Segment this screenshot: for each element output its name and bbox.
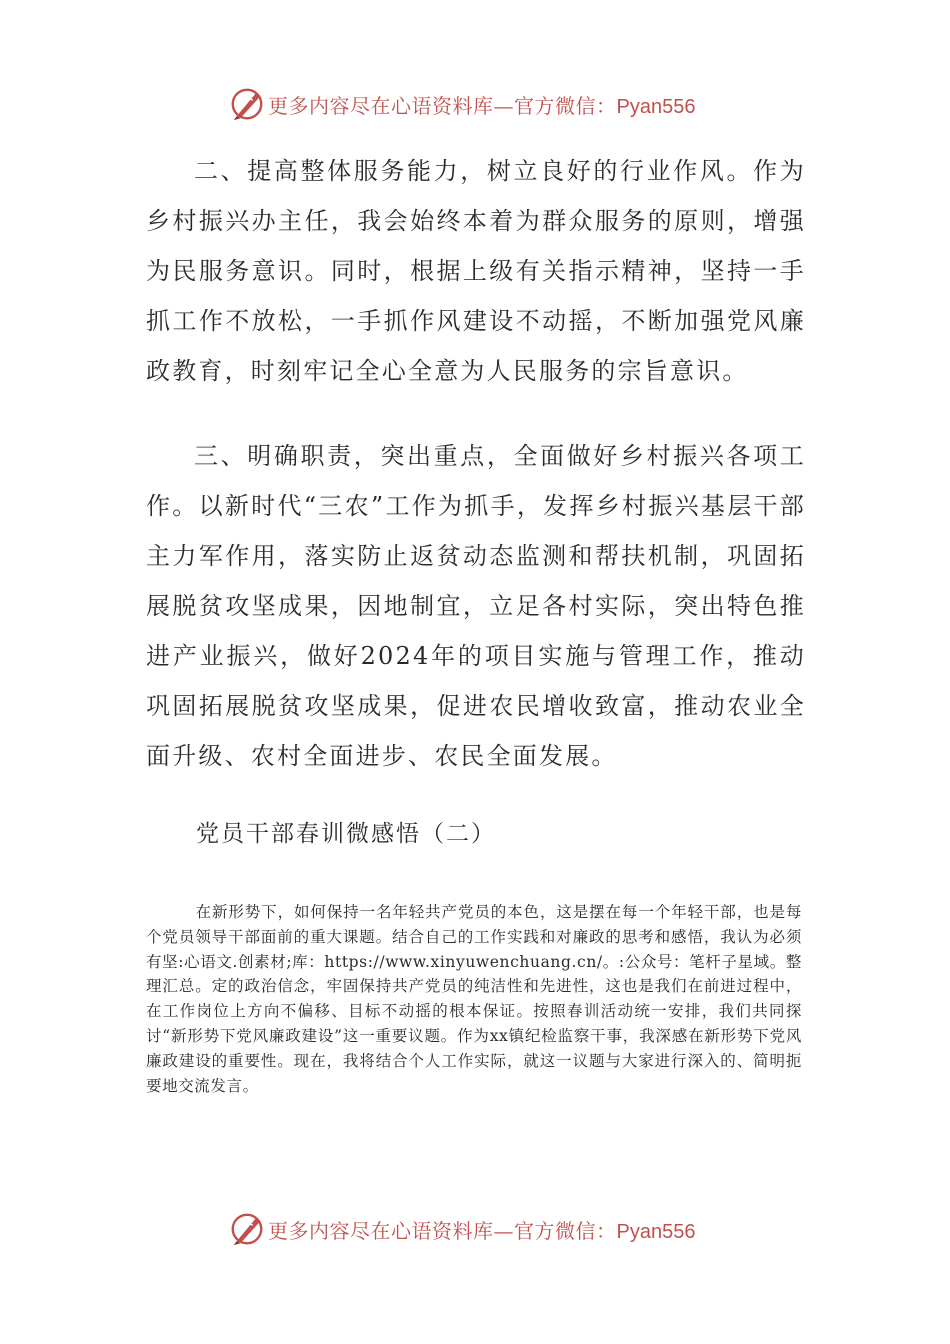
banner-text: 更多内容尽在心语资料库—官方微信：Pyan556 <box>268 93 696 118</box>
wechat-id: Pyan556 <box>616 1220 696 1243</box>
section-title: 党员干部春训微感悟（二） <box>196 821 496 847</box>
body-paragraph-service: 二、提高整体服务能力，树立良好的行业作风。作为乡村振兴办主任，我会始终本着为群众服务的原则，增强为民服务意识。同时，根据上级有关指示精神，坚持一手抓工作不放松，一手抓作风建设不动摇，不断加强党风廉政教育，时刻牢记全心全意为人民服务的宗旨意识。 <box>146 157 806 385</box>
header-watermark-banner <box>228 84 748 124</box>
banner-text: 更多内容尽在心语资料库—官方微信：Pyan556 <box>268 1218 696 1243</box>
intro-paragraph: 在新形势下，如何保持一名年轻共产党员的本色，这是摆在每一个年轻干部，也是每个党员领导干部面前的重大课题。结合自己的工作实践和对廉政的思考和感悟，我认为必须有坚:心语文.创素材;库：https://www.xinyuwenchuang.cn/。:公众号：笔杆子星域。整理汇总。定的政治信念，牢固保持共产党员的纯洁性和先进性，这也是我们在前进过程中，在工作岗位上方向不偏移、目标不动摇的根本保证。按照春训活动统一安排，我们共同探讨“新形势下党风廉政建设”这一重要议题。作为xx镇纪检监察干事，我深感在新形势下党风廉政建设的重要性。现在，我将结合个人工作实际，就这一议题与大家进行深入的、简明扼要地交流发言。 <box>146 903 802 1095</box>
wechat-id: Pyan556 <box>616 95 696 118</box>
footer-watermark-banner <box>228 1209 748 1249</box>
body-paragraph-duties: 三、明确职责，突出重点，全面做好乡村振兴各项工作。以新时代“三农”工作为抓手，发挥乡村振兴基层干部主力军作用，落实防止返贫动态监测和帮扶机制，巩固拓展脱贫攻坚成果，因地制宜，立足各村实际，突出特色推进产业振兴，做好2024年的项目实施与管理工作，推动巩固拓展脱贫攻坚成果，促进农民增收致富，推动农业全面升级、农村全面进步、农民全面发展。 <box>146 442 806 770</box>
pen-logo-icon <box>228 85 266 123</box>
pen-logo-icon <box>228 1210 266 1248</box>
